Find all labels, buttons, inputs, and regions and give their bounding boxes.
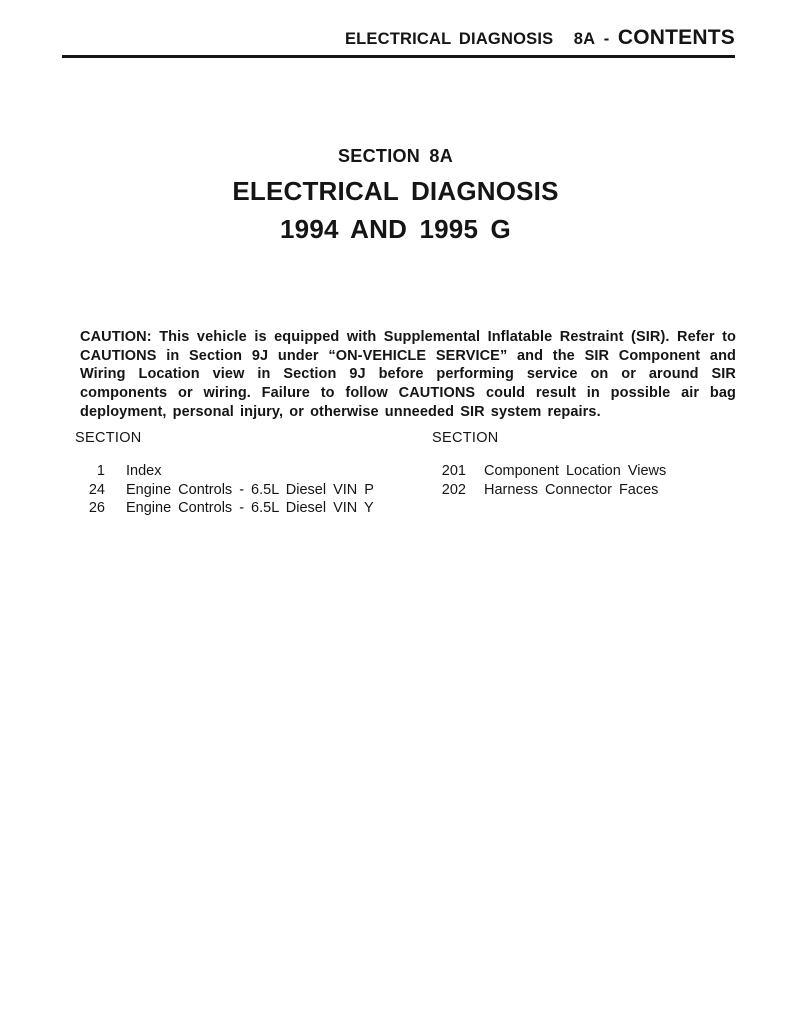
section-entry bbox=[432, 462, 666, 481]
section-label: Index bbox=[126, 463, 162, 479]
header-section-title: ELECTRICAL DIAGNOSIS bbox=[344, 30, 554, 48]
section-label: Engine Controls - 6.5L Diesel VIN Y bbox=[126, 500, 374, 517]
header-dash: - bbox=[603, 30, 610, 48]
section-number: 1 bbox=[96, 463, 105, 479]
title-model-years: 1994 AND 1995 G bbox=[280, 214, 511, 244]
header-section-code: 8A bbox=[573, 30, 596, 48]
caution-paragraph: CAUTION: This vehicle is equipped with Supplemental Inflatable Restraint (SIR). Refer to CAUTIONS in Section 9J under “ON-VEHICLE SERVICE” and the SIR Component and Wiring Location view in Section 9J before performing service on or around SIR components or wiring. Failure to follow CAUTIONS could result in possible air bag deployment, personal injury, or otherwise unneeded SIR system repairs. bbox=[80, 329, 736, 420]
section-entry bbox=[75, 481, 374, 500]
section-entry bbox=[75, 462, 374, 481]
section-label: Component Location Views bbox=[484, 463, 667, 479]
section-label: Engine Controls - 6.5L Diesel VIN P bbox=[126, 481, 374, 498]
section-number: 24 bbox=[88, 481, 105, 498]
section-number: 201 bbox=[441, 463, 466, 479]
section-number: 26 bbox=[88, 500, 105, 517]
title-main: ELECTRICAL DIAGNOSIS bbox=[232, 176, 559, 206]
section-entry bbox=[432, 481, 666, 500]
section-list bbox=[75, 462, 374, 518]
title-block bbox=[0, 146, 791, 252]
section-column-header: SECTION bbox=[75, 430, 142, 446]
section-entry bbox=[75, 499, 374, 518]
section-label: Harness Connector Faces bbox=[484, 481, 659, 498]
section-index-right-column bbox=[432, 430, 666, 499]
section-number: 202 bbox=[441, 481, 466, 498]
header-contents-label: CONTENTS bbox=[617, 26, 735, 49]
section-column-header: SECTION bbox=[432, 430, 499, 446]
page-running-header bbox=[62, 26, 735, 58]
section-index-left-column bbox=[75, 430, 374, 518]
title-section-number: SECTION 8A bbox=[337, 146, 454, 166]
section-list bbox=[432, 462, 666, 499]
